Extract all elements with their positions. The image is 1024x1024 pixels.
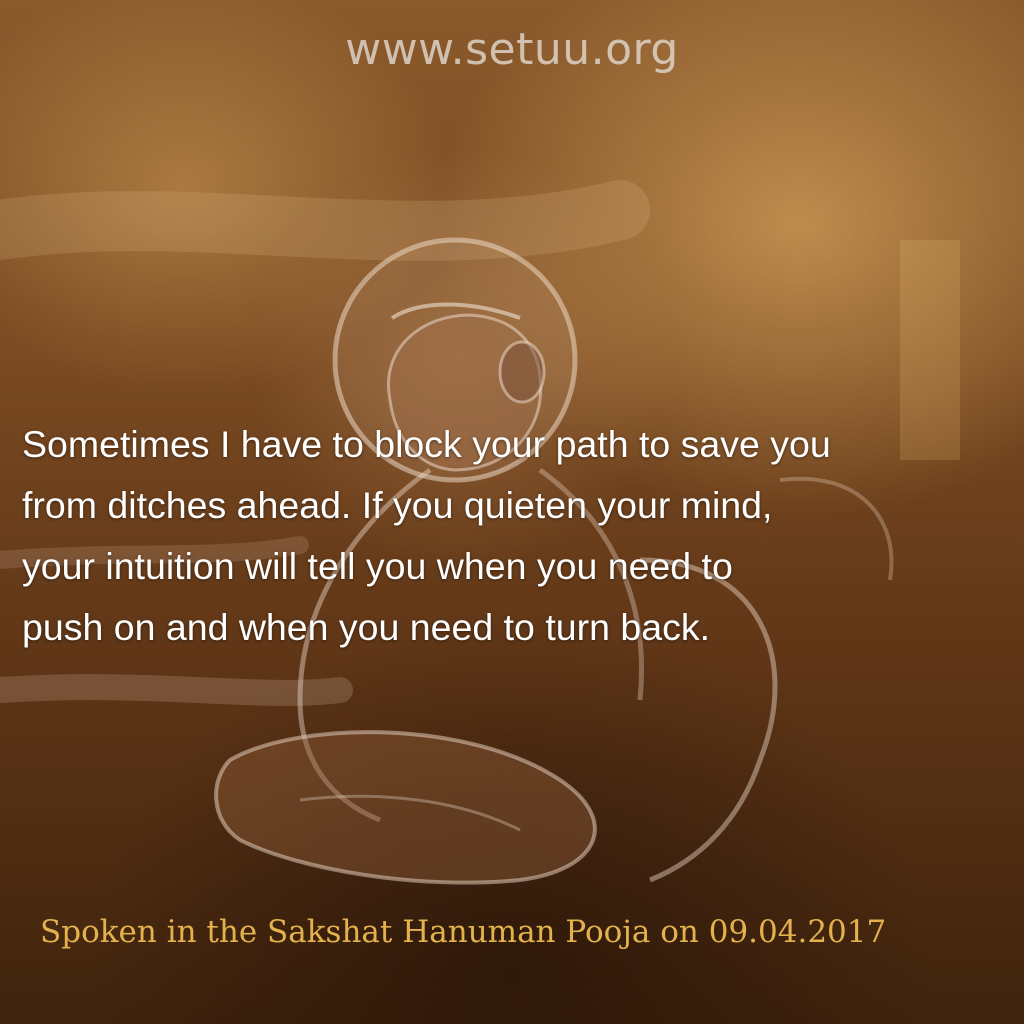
quote-line: from ditches ahead. If you quieten your mind, bbox=[22, 484, 773, 526]
quote-line: your intuition will tell you when you need to bbox=[22, 545, 733, 587]
quote-line: push on and when you need to turn back. bbox=[22, 606, 711, 648]
quote-line: Sometimes I have to block your path to save you bbox=[22, 423, 831, 465]
attribution-caption: Spoken in the Sakshat Hanuman Pooja on 09.04.2017 bbox=[40, 914, 887, 950]
website-watermark: www.setuu.org bbox=[345, 24, 679, 75]
quote-text bbox=[22, 414, 1012, 658]
